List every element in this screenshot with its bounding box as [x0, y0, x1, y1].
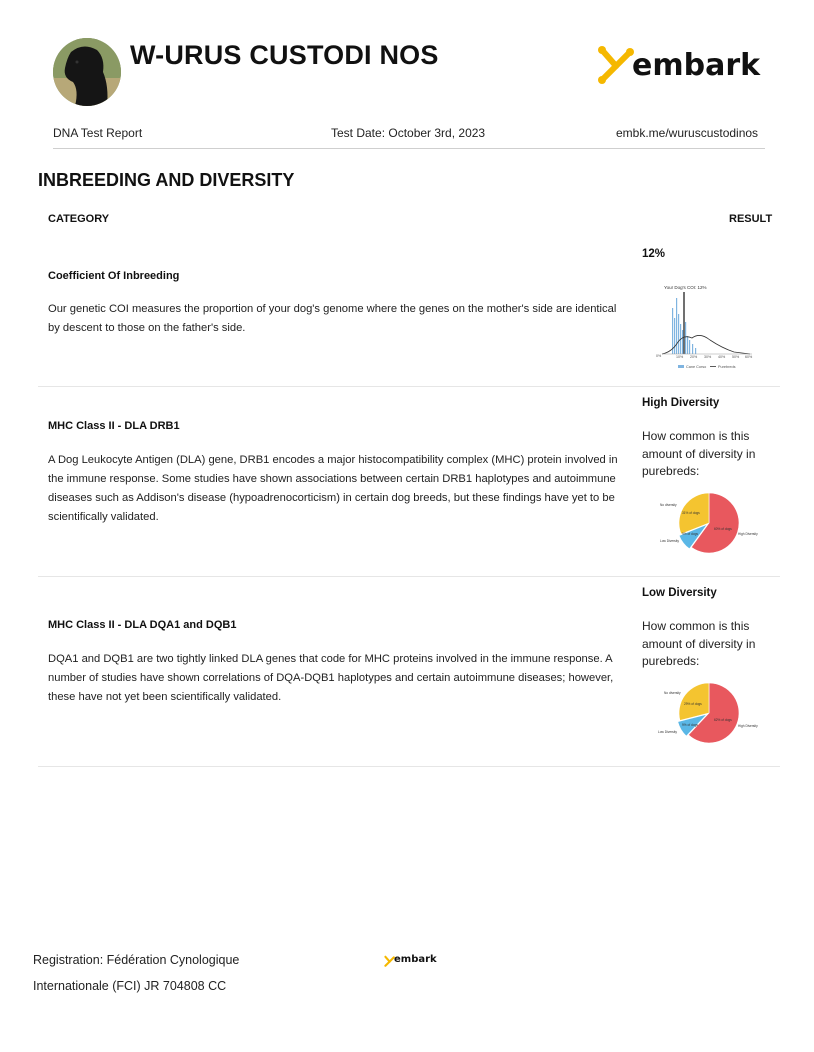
pie-inner-low-diversity: 9% of dogs — [682, 532, 698, 536]
pie-label-no-diversity: No diversity — [660, 503, 677, 507]
legend-swatch-breed — [678, 365, 684, 368]
row-divider — [38, 576, 780, 577]
drb1-pie-chart — [652, 490, 766, 556]
result-header: RESULT — [729, 213, 773, 225]
pie-inner-no-diversity: 31% of dogs — [682, 511, 700, 515]
pie-label-high-diversity: High Diversity — [738, 724, 758, 728]
dqa1-pie-chart — [652, 680, 766, 746]
pie-inner-no-diversity: 29% of dogs — [684, 702, 702, 706]
purebreds-curve — [662, 335, 750, 354]
coi-distribution-chart — [652, 278, 762, 374]
profile-link[interactable]: embk.me/wuruscustodinos — [616, 126, 759, 140]
x-tick: 10% — [676, 355, 684, 359]
pie-inner-high-diversity: 62% of dogs — [714, 718, 732, 722]
drb1-description: A Dog Leukocyte Antigen (DLA) gene, DRB1 encodes a major histocompatibility complex (MHC) protein involved in the immune response. Some studies have shown associations between certain DRB1 haplotypes and autoimmune diseases such as Addison's disease (hypoadrenocorticism) in certain dog breeds, but these findings have yet to be scientifically validated. — [48, 454, 618, 523]
dog-name: W-URUS CUSTODI NOS — [130, 40, 439, 70]
x-tick: 60% — [745, 355, 753, 359]
footer-embark-logo — [383, 954, 443, 968]
x-tick: 0% — [656, 354, 662, 358]
row-divider — [38, 766, 780, 767]
legend-breed: Cane Corso — [686, 365, 707, 369]
drb1-question: How common is this amount of diversity in purebreds: — [642, 429, 756, 478]
pie-inner-high-diversity: 60% of dogs — [714, 527, 732, 531]
embark-logo — [594, 44, 764, 88]
coi-result: 12% — [642, 248, 666, 260]
embark-logo-icon — [594, 44, 634, 84]
report-type: DNA Test Report — [53, 126, 143, 140]
x-tick: 20% — [690, 355, 698, 359]
pie-label-no-diversity: No diversity — [664, 691, 681, 695]
dqa1-title: MHC Class II - DLA DQA1 and DQB1 — [48, 619, 237, 631]
category-header: CATEGORY — [48, 213, 110, 225]
drb1-title: MHC Class II - DLA DRB1 — [48, 420, 180, 432]
coi-marker-label: Your Dog's COI: 12% — [664, 285, 707, 290]
section-title: INBREEDING AND DIVERSITY — [38, 170, 295, 190]
pie-label-low-diversity: Low Diversity — [660, 539, 679, 543]
footer-wordmark: embark — [394, 954, 437, 965]
header-divider — [53, 148, 765, 149]
coi-description: Our genetic COI measures the proportion of your dog's genome where the genes on the mother's side are identical by descent to those on the father's side. — [48, 303, 617, 334]
pie-label-low-diversity: Low Diversity — [658, 730, 677, 734]
pie-label-high-diversity: High Diversity — [738, 532, 758, 536]
x-tick: 30% — [704, 355, 712, 359]
legend-purebreds: Purebreds — [718, 365, 736, 369]
registration-line-2: Internationale (FCI) JR 704808 CC — [33, 979, 227, 993]
embark-wordmark: embark — [632, 48, 761, 83]
drb1-result: High Diversity — [642, 397, 720, 409]
x-tick: 50% — [732, 355, 740, 359]
registration-line-1: Registration: Fédération Cynologique — [33, 953, 240, 967]
pie-inner-low-diversity: 9% of dogs — [682, 723, 698, 727]
dqa1-question: How common is this amount of diversity in purebreds: — [642, 619, 756, 668]
test-date: Test Date: October 3rd, 2023 — [331, 126, 486, 140]
dqa1-description: DQA1 and DQB1 are two tightly linked DLA genes that code for MHC proteins involved in the immune response. A number of studies have shown correlations of DQA-DQB1 haplotypes and certain autoimmune diseases; however, these have not yet been scientifically validated. — [48, 653, 614, 703]
dog-avatar — [53, 38, 121, 106]
x-tick: 40% — [718, 355, 726, 359]
coi-title: Coefficient Of Inbreeding — [48, 270, 180, 282]
row-divider — [38, 386, 780, 387]
dqa1-result: Low Diversity — [642, 587, 717, 599]
